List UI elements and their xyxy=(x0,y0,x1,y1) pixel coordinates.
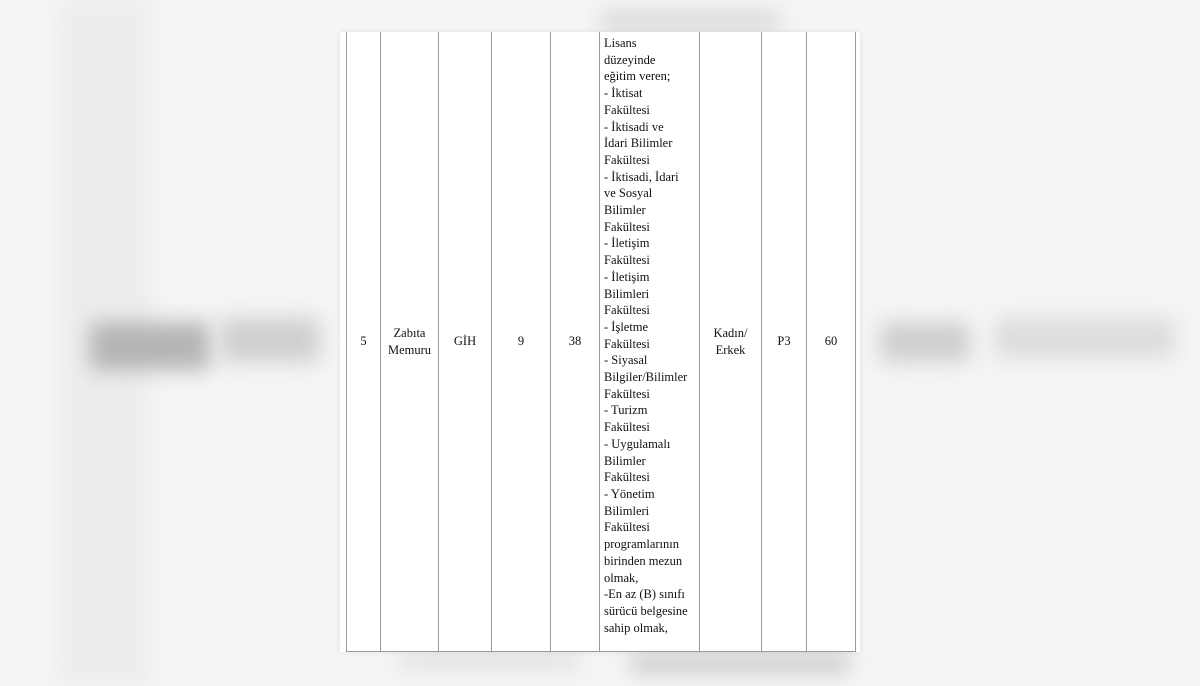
requirement-line: Bilimler xyxy=(604,203,646,218)
position-table xyxy=(346,32,856,652)
requirement-line: - İktisat xyxy=(604,86,643,101)
cell-gender xyxy=(700,32,762,652)
background-blur xyxy=(600,12,780,30)
requirement-line: olmak, xyxy=(604,570,639,585)
requirement-line: sürücü belgesine xyxy=(604,603,688,618)
background-blur xyxy=(995,318,1175,358)
cell-min-score xyxy=(807,32,856,652)
requirement-line: Fakültesi xyxy=(604,386,650,401)
requirement-line: programlarının xyxy=(604,537,679,552)
document-page xyxy=(340,32,860,652)
requirement-line: - İktisadi ve xyxy=(604,119,664,134)
requirement-line: Fakültesi xyxy=(604,420,650,435)
requirement-line: İdari Bilimler xyxy=(604,136,673,151)
requirements-text xyxy=(604,35,695,636)
requirement-line: Fakültesi xyxy=(604,470,650,485)
requirement-line: Fakültesi xyxy=(604,102,650,117)
position-title-line: Zabıta xyxy=(393,325,426,340)
requirement-line: - İletişim xyxy=(604,236,650,251)
requirement-line: - İktisadi, İdari xyxy=(604,169,679,184)
min-score-value: 60 xyxy=(824,334,838,349)
requirement-line: - İletişim xyxy=(604,269,650,284)
background-blur xyxy=(400,650,580,670)
score-type-value: P3 xyxy=(777,334,791,349)
requirement-line: Fakültesi xyxy=(604,520,650,535)
requirement-line: Fakültesi xyxy=(604,336,650,351)
position-title-line: Memuru xyxy=(387,342,432,357)
cell-score-type xyxy=(762,32,807,652)
cell-row-number xyxy=(347,32,381,652)
grade-value: 9 xyxy=(517,334,525,349)
requirement-line: Fakültesi xyxy=(604,303,650,318)
requirement-line: Bilimleri xyxy=(604,503,650,518)
cell-requirements xyxy=(600,32,700,652)
requirement-line: Fakültesi xyxy=(604,152,650,167)
requirement-line: Bilimler xyxy=(604,453,646,468)
requirement-line: Fakültesi xyxy=(604,219,650,234)
cell-position-title xyxy=(381,32,439,652)
requirement-line: - Uygulamalı xyxy=(604,436,671,451)
gender-line: Kadın/ xyxy=(713,325,748,340)
requirement-line: eğitim veren; xyxy=(604,69,671,84)
requirement-line: Bilgiler/Bilimler xyxy=(604,370,688,385)
requirement-line: -En az (B) sınıfı xyxy=(604,587,685,602)
requirement-line: - İşletme xyxy=(604,319,649,334)
requirement-line: - Yönetim xyxy=(604,486,655,501)
requirement-line: düzeyinde xyxy=(604,52,656,67)
requirement-line: - Turizm xyxy=(604,403,648,418)
requirement-line: sahip olmak, xyxy=(604,620,668,635)
count-value: 38 xyxy=(568,334,582,349)
requirement-line: - Siyasal xyxy=(604,353,648,368)
cell-class xyxy=(439,32,492,652)
requirement-line: birinden mezun xyxy=(604,553,683,568)
cell-grade xyxy=(492,32,551,652)
table-row xyxy=(347,32,856,652)
requirement-line: ve Sosyal xyxy=(604,186,653,201)
background-blur xyxy=(880,322,970,362)
class-value: GİH xyxy=(453,334,477,349)
requirement-line: Lisans xyxy=(604,36,637,50)
gender-line: Erkek xyxy=(715,342,746,357)
background-blur xyxy=(220,318,320,362)
requirement-line: Bilimleri xyxy=(604,286,650,301)
background-blur xyxy=(630,652,850,674)
cell-count xyxy=(551,32,600,652)
requirement-line: Fakültesi xyxy=(604,253,650,268)
row-number: 5 xyxy=(360,334,367,349)
background-blur xyxy=(90,322,210,370)
